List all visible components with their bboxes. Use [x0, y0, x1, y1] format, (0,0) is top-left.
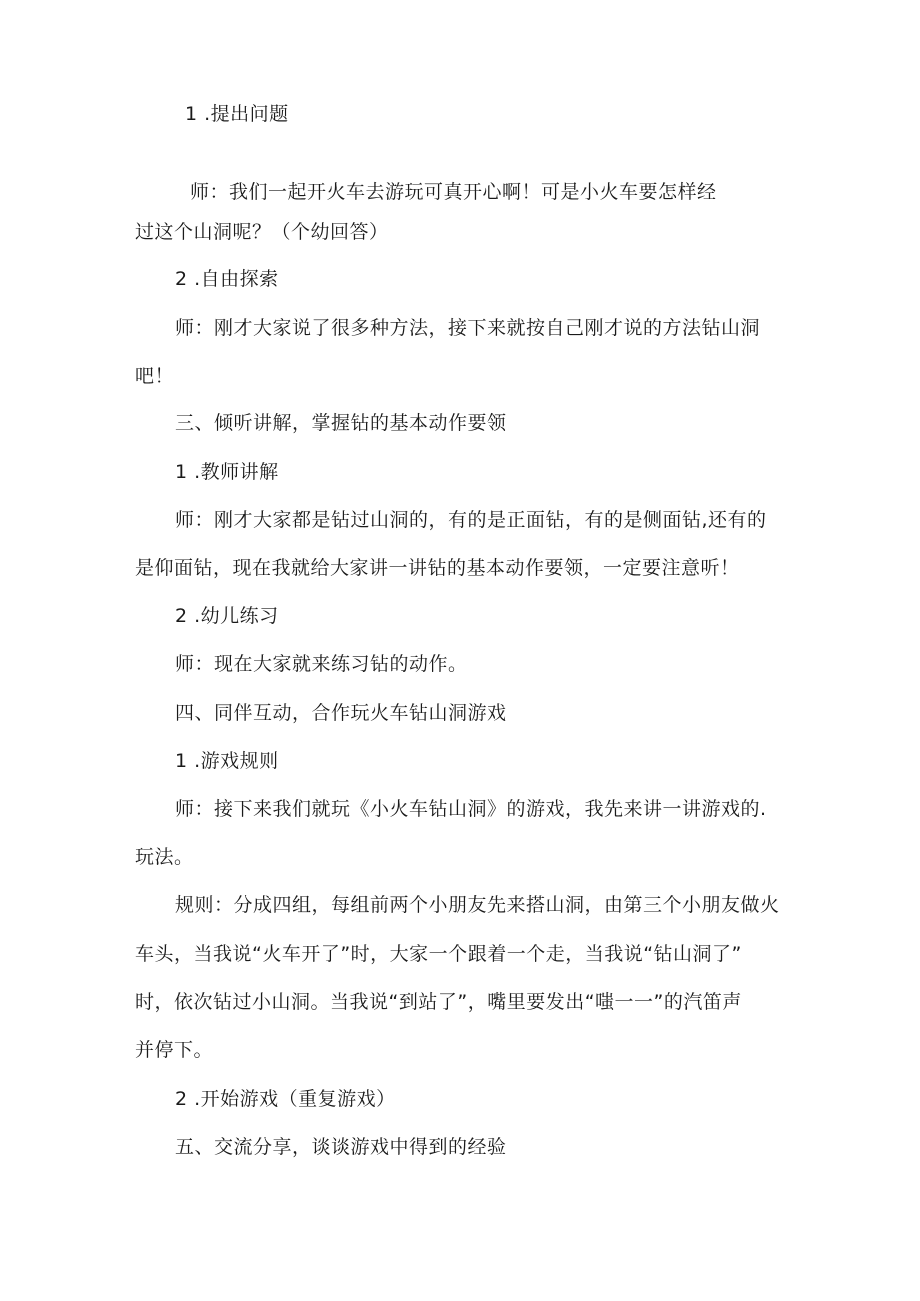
heading-game-rules: 1 .游戏规则 [175, 750, 279, 772]
heading-child-practice: 2 .幼儿练习 [175, 605, 279, 627]
section-heading-3: 三、倾听讲解，掌握钻的基本动作要领 [175, 412, 507, 434]
paragraph-teacher-5-cont: 玩法。 [135, 846, 194, 868]
paragraph-rules-3: 时，依次钻过小山洞。当我说“到站了”，嘴里要发出“嗤一一”的汽笛声 [135, 991, 742, 1013]
section-heading-4: 四、同伴互动，合作玩火车钻山洞游戏 [175, 702, 507, 724]
heading-ask-question: 1 .提出问题 [185, 103, 289, 125]
heading-free-explore: 2 .自由探索 [175, 268, 279, 290]
paragraph-teacher-2: 师：刚才大家说了很多种方法，接下来就按自己刚才说的方法钻山洞 [175, 317, 761, 339]
paragraph-teacher-3-cont: 是仰面钻，现在我就给大家讲一讲钻的基本动作要领，一定要注意听！ [135, 557, 740, 579]
heading-start-game: 2 .开始游戏（重复游戏） [175, 1088, 396, 1110]
paragraph-teacher-5: 师：接下来我们就玩《小火车钻山洞》的游戏，我先来讲一讲游戏的. [175, 798, 767, 820]
paragraph-teacher-2-cont: 吧！ [135, 365, 175, 387]
paragraph-rules-4: 并停下。 [135, 1039, 214, 1061]
paragraph-teacher-1: 师：我们一起开火车去游玩可真开心啊！可是小火车要怎样经 [190, 181, 717, 203]
heading-teacher-explain: 1 .教师讲解 [175, 461, 279, 483]
paragraph-rules-1: 规则：分成四组，每组前两个小朋友先来搭山洞，由第三个小朋友做火 [175, 894, 780, 916]
paragraph-teacher-1-cont: 过这个山洞呢？（个幼回答） [135, 221, 389, 243]
paragraph-teacher-4: 师：现在大家就来练习钻的动作。 [175, 653, 468, 675]
paragraph-teacher-3: 师：刚才大家都是钻过山洞的，有的是正面钻，有的是侧面钻,还有的 [175, 509, 767, 531]
section-heading-5: 五、交流分享，谈谈游戏中得到的经验 [175, 1136, 507, 1158]
paragraph-rules-2: 车头，当我说“火车开了”时，大家一个跟着一个走，当我说“钻山洞了” [135, 943, 742, 965]
